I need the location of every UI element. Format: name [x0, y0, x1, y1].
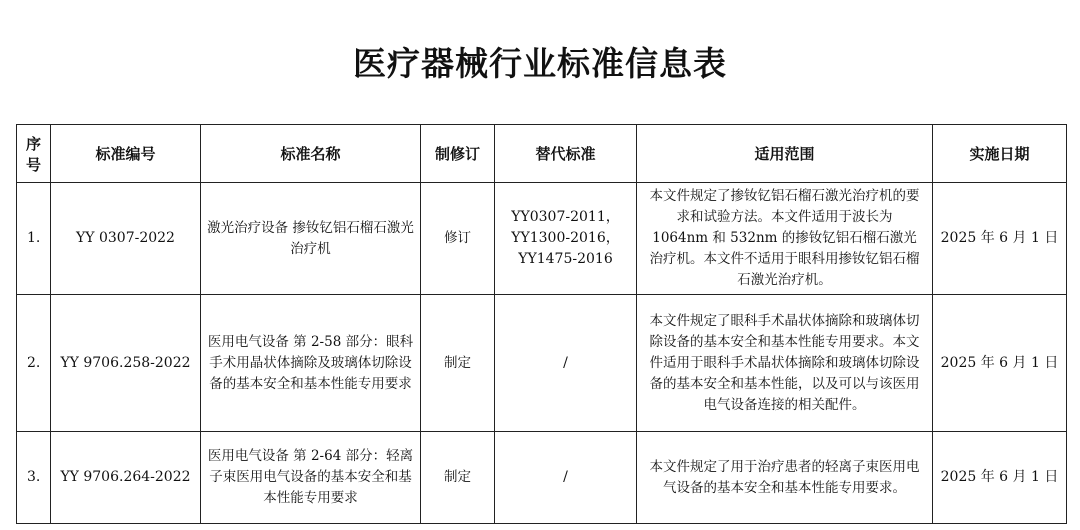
- table-header-row: [17, 125, 1067, 183]
- cell-name: 激光治疗设备 掺钕钇铝石榴石激光治疗机: [201, 183, 421, 295]
- cell-replace: YY0307-2011，YY1300-2016，YY1475-2016: [495, 183, 637, 295]
- table-row: [17, 183, 1067, 295]
- header-date: 实施日期: [933, 125, 1067, 183]
- page-title: 医疗器械行业标准信息表: [353, 44, 727, 83]
- cell-scope: 本文件规定了掺钕钇铝石榴石激光治疗机的要求和试验方法。本文件适用于波长为 1064nm 和 532nm 的掺钕钇铝石榴石激光治疗机。本文件不适用于眼科用掺钕钇铝石榴石激光治疗机。: [637, 183, 933, 295]
- cell-code: YY 9706.264-2022: [51, 432, 201, 524]
- cell-seq: 1.: [17, 183, 51, 295]
- cell-scope: 本文件规定了眼科手术晶状体摘除和玻璃体切除设备的基本安全和基本性能专用要求。本文件适用于眼科手术晶状体摘除和玻璃体切除设备的基本安全和基本性能，以及可以与该医用电气设备连接的相关配件。: [637, 295, 933, 432]
- cell-date: 2025 年 6 月 1 日: [933, 432, 1067, 524]
- cell-seq: 2.: [17, 295, 51, 432]
- header-type: 制修订: [421, 125, 495, 183]
- cell-type: 制定: [421, 432, 495, 524]
- standards-table: [16, 124, 1067, 524]
- cell-name: 医用电气设备 第 2-58 部分：眼科手术用晶状体摘除及玻璃体切除设备的基本安全和基本性能专用要求: [201, 295, 421, 432]
- cell-scope: 本文件规定了用于治疗患者的轻离子束医用电气设备的基本安全和基本性能专用要求。: [637, 432, 933, 524]
- cell-seq: 3.: [17, 432, 51, 524]
- cell-type: 制定: [421, 295, 495, 432]
- header-scope: 适用范围: [637, 125, 933, 183]
- header-replace: 替代标准: [495, 125, 637, 183]
- cell-code: YY 9706.258-2022: [51, 295, 201, 432]
- table-row: [17, 295, 1067, 432]
- cell-type: 修订: [421, 183, 495, 295]
- cell-replace: /: [495, 432, 637, 524]
- header-name: 标准名称: [201, 125, 421, 183]
- table-row: [17, 432, 1067, 524]
- header-code: 标准编号: [51, 125, 201, 183]
- cell-name: 医用电气设备 第 2-64 部分：轻离子束医用电气设备的基本安全和基本性能专用要求: [201, 432, 421, 524]
- cell-replace: /: [495, 295, 637, 432]
- header-seq: 序号: [17, 125, 51, 183]
- cell-date: 2025 年 6 月 1 日: [933, 295, 1067, 432]
- cell-code: YY 0307-2022: [51, 183, 201, 295]
- cell-date: 2025 年 6 月 1 日: [933, 183, 1067, 295]
